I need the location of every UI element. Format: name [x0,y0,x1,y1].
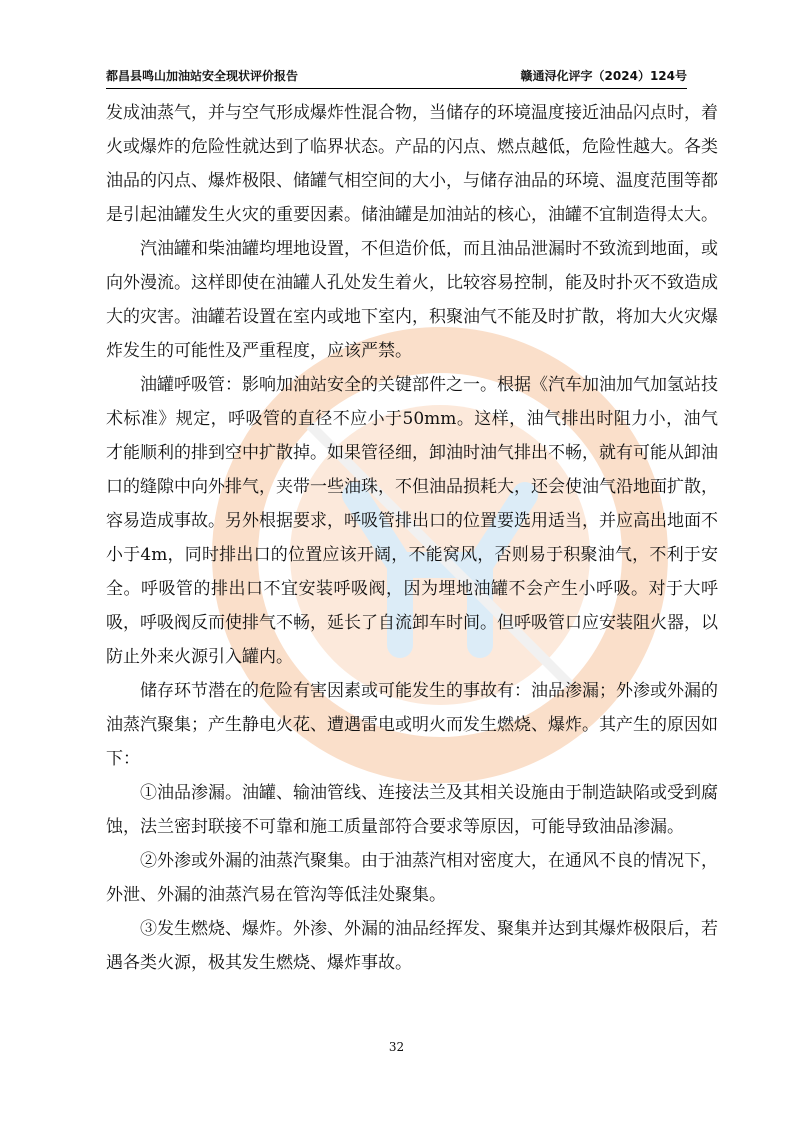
paragraph-3: 油罐呼吸管：影响加油站安全的关键部件之一。根据《汽车加油加气加氢站技术标准》规定，呼吸管的直径不应小于50mm。这样，油气排出时阻力小，油气才能顺利的排到空中扩散掉。如果管径细，卸油时油气排出不畅，就有可能从卸油口的缝隙中向外排气，夹带一些油珠，不但油品损耗大，还会使油气沿地面扩散，容易造成事故。另外根据要求，呼吸管排出口的位置要选用适当，并应高出地面不小于4m，同时排出口的位置应该开阔，不能窝风，否则易于积聚油气，不利于安全。呼吸管的排出口不宜安装呼吸阀，因为埋地油罐不会产生小呼吸。对于大呼吸，呼吸阀反而使排气不畅，延长了自流卸车时间。但呼吸管口应安装阻火器，以防止外来火源引入罐内。 [106,375,718,667]
page-header [106,66,687,86]
report-title: 都昌县鸣山加油站安全现状评价报告 [106,69,299,83]
paragraph-4: 储存环节潜在的危险有害因素或可能发生的事故有：油品渗漏；外渗或外漏的油蒸汽聚集；产生静电火花、遭遇雷电或明火而发生燃烧、爆炸。其产生的原因如下： [106,681,718,769]
paragraph-5: ①油品渗漏。油罐、输油管线、连接法兰及其相关设施由于制造缺陷或受到腐蚀，法兰密封联接不可靠和施工质量部符合要求等原因，可能导致油品渗漏。 [106,783,718,837]
paragraph-7: ③发生燃烧、爆炸。外渗、外漏的油品经挥发、聚集并达到其爆炸极限后，若遇各类火源，极其发生燃烧、爆炸事故。 [106,919,718,973]
paragraph-1: 发成油蒸气，并与空气形成爆炸性混合物，当储存的环境温度接近油品闪点时，着火或爆炸的危险性就达到了临界状态。产品的闪点、燃点越低，危险性越大。各类油品的闪点、爆炸极限、储罐气相空间的大小，与储存油品的环境、温度范围等都是引起油罐发生火灾的重要因素。储油罐是加油站的核心，油罐不宜制造得太大。 [106,103,718,225]
paragraph-6: ②外渗或外漏的油蒸汽聚集。由于油蒸汽相对密度大，在通风不良的情况下，外泄、外漏的油蒸汽易在管沟等低洼处聚集。 [106,851,718,905]
paragraph-2: 汽油罐和柴油罐均埋地设置，不但造价低，而且油品泄漏时不致流到地面，或向外漫流。这样即使在油罐人孔处发生着火，比较容易控制，能及时扑灭不致造成大的灾害。油罐若设置在室内或地下室内，积聚油气不能及时扩散，将加大火灾爆炸发生的可能性及严重程度，应该严禁。 [106,239,718,361]
header-rule [106,88,687,89]
body-text [106,96,718,980]
page-number: 32 [388,1040,405,1054]
report-number: 赣通浔化评字（2024）124号 [520,69,687,83]
